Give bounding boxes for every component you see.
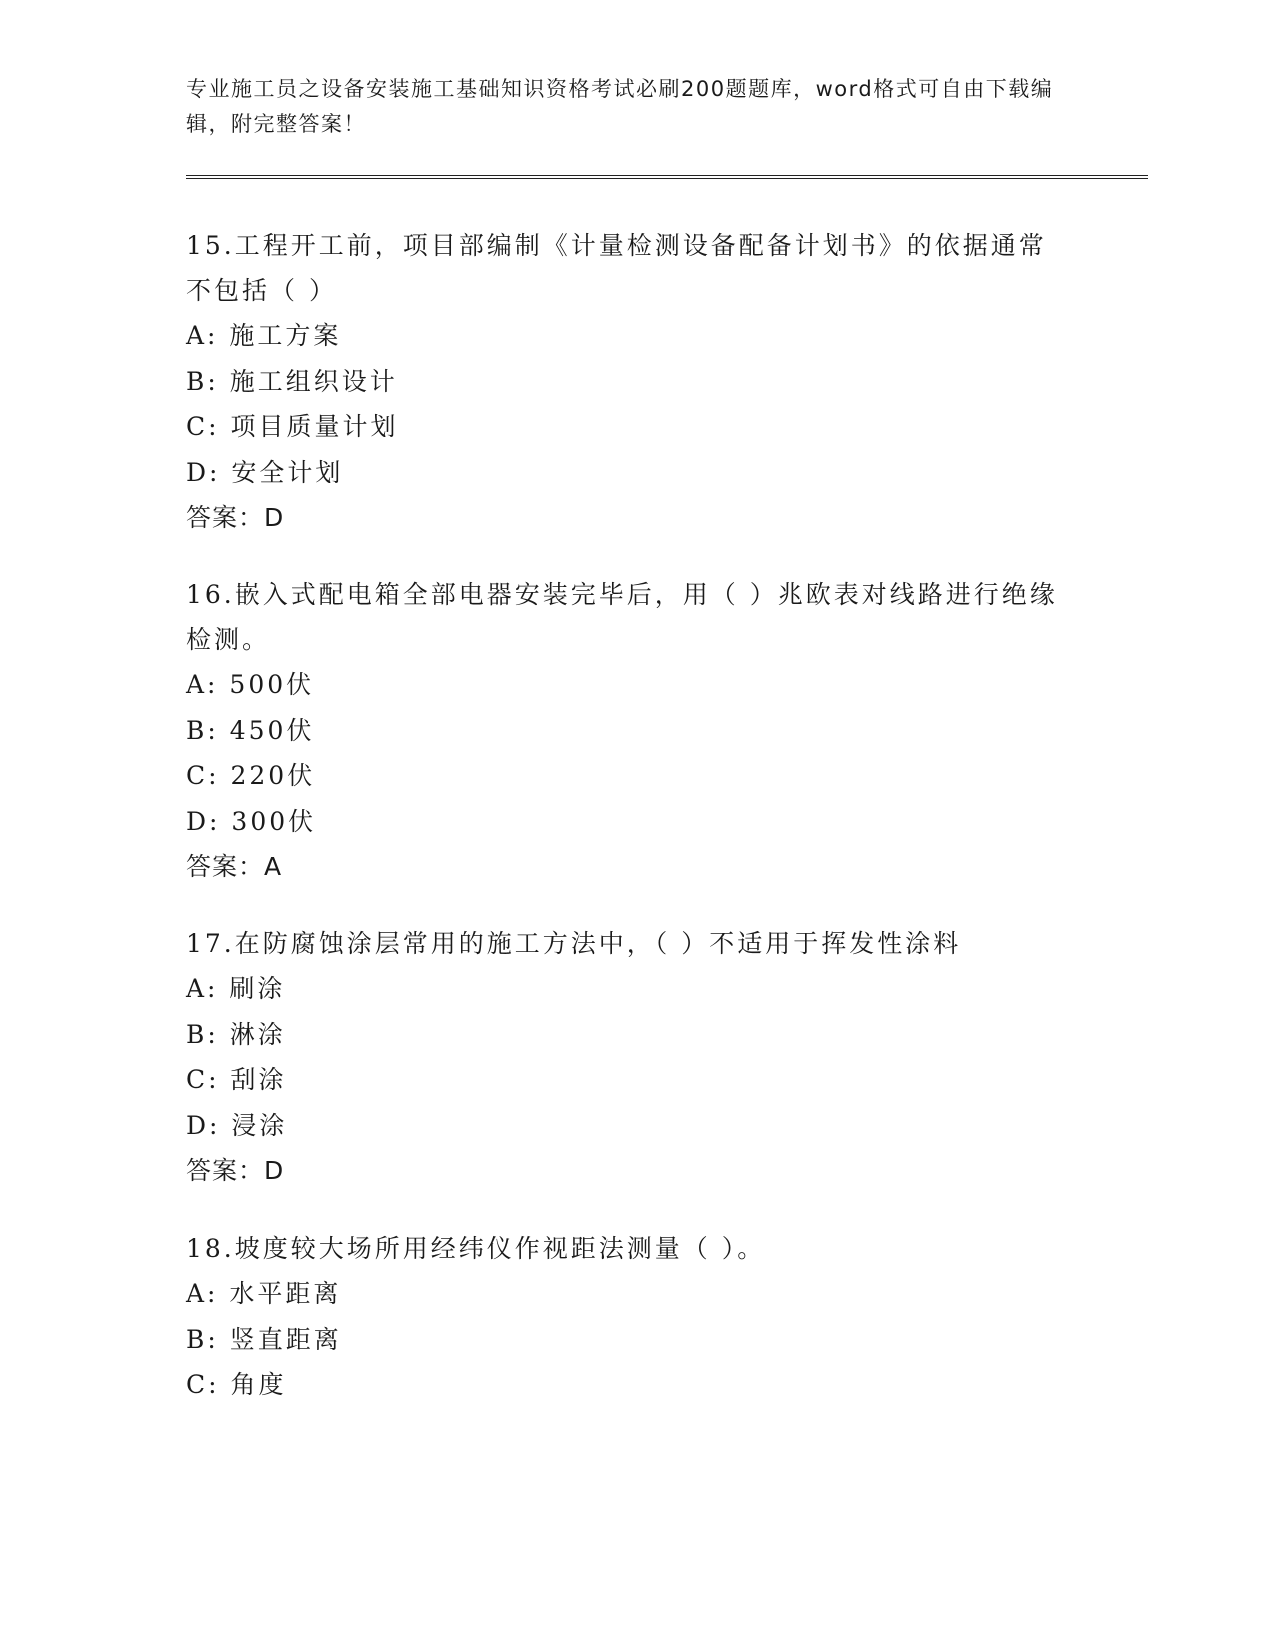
- option-c: C: 刮涂: [186, 1065, 287, 1094]
- header-double-rule: [186, 175, 1148, 179]
- question-stem: 16.嵌入式配电箱全部电器安装完毕后，用（ ）兆欧表对线路进行绝缘检测。: [186, 580, 1058, 654]
- option-a: A: 水平距离: [186, 1279, 342, 1308]
- option-d: D: 安全计划: [186, 457, 344, 487]
- answer-line: [186, 844, 1066, 890]
- answer-value: A: [264, 852, 284, 881]
- answer-line: [186, 1148, 1066, 1194]
- question-stem: 18.坡度较大场所用经纬仪作视距法测量（ ）。: [186, 1234, 766, 1263]
- option-c: C: 角度: [186, 1370, 287, 1399]
- option-b: B: 施工组织设计: [186, 366, 398, 396]
- option-a: A: 施工方案: [186, 321, 342, 350]
- document-header: [186, 72, 1086, 142]
- question-15: [186, 223, 1066, 541]
- option-d: D: 300伏: [186, 806, 317, 836]
- answer-value: D: [264, 503, 286, 532]
- option-b: B: 淋涂: [186, 1019, 286, 1049]
- answer-line: [186, 495, 1066, 541]
- answer-label: 答案：: [186, 852, 265, 881]
- option-a: A: 500伏: [186, 670, 315, 699]
- question-16: [186, 572, 1066, 890]
- option-c: C: 项目质量计划: [186, 412, 399, 441]
- answer-label: 答案：: [186, 1156, 265, 1185]
- answer-value: D: [264, 1156, 286, 1185]
- document-title: 专业施工员之设备安装施工基础知识资格考试必刷200题题库，word格式可自由下载编辑，附完整答案！: [186, 77, 1054, 136]
- question-18: [186, 1226, 1066, 1408]
- question-stem: 15.工程开工前，项目部编制《计量检测设备配备计划书》的依据通常不包括（ ）: [186, 231, 1047, 305]
- question-stem: 17.在防腐蚀涂层常用的施工方法中，（ ）不适用于挥发性涂料: [186, 929, 962, 958]
- option-d: D: 浸涂: [186, 1110, 288, 1140]
- option-c: C: 220伏: [186, 761, 316, 790]
- option-b: B: 竖直距离: [186, 1324, 342, 1354]
- option-b: B: 450伏: [186, 715, 315, 745]
- option-a: A: 刷涂: [186, 974, 286, 1003]
- answer-label: 答案：: [186, 503, 265, 532]
- question-17: [186, 921, 1066, 1194]
